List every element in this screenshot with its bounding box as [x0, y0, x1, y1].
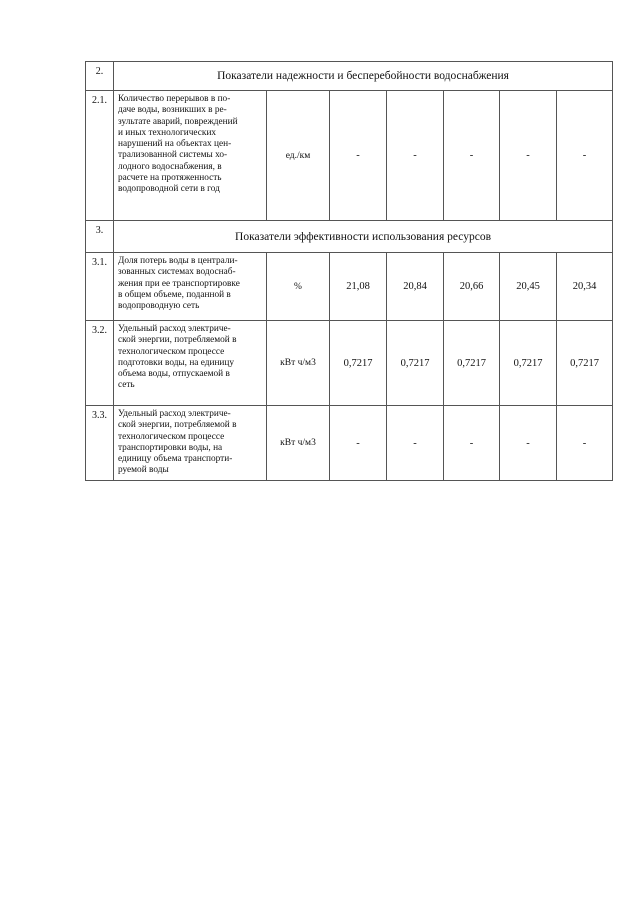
row-value: -: [444, 406, 500, 481]
section-title: Показатели надежности и бесперебойности водоснабжения: [114, 62, 613, 91]
table-row: [86, 406, 613, 481]
row-value: -: [330, 91, 387, 221]
table-row: [86, 253, 613, 321]
section-header-row: [86, 62, 613, 91]
row-unit: %: [267, 253, 330, 321]
row-description: Доля потерь воды в централи- зованных системах водоснаб- жения при ее транспортировке в общем объеме, поданной в водопроводную сеть: [114, 253, 267, 321]
row-value: 0,7217: [444, 321, 500, 406]
section-title: Показатели эффективности использования ресурсов: [114, 221, 613, 253]
row-value: -: [500, 91, 557, 221]
row-value: -: [557, 91, 613, 221]
row-value: -: [387, 406, 444, 481]
row-value: 20,34: [557, 253, 613, 321]
row-unit: ед./км: [267, 91, 330, 221]
section-number: 3.: [86, 221, 114, 253]
row-value: 0,7217: [557, 321, 613, 406]
row-value: 0,7217: [330, 321, 387, 406]
table-row: [86, 91, 613, 221]
row-value: 21,08: [330, 253, 387, 321]
row-number: 3.1.: [86, 253, 114, 321]
row-value: -: [557, 406, 613, 481]
row-description: Удельный расход электриче- ской энергии, потребляемой в технологическом процессе подготовки воды, на единицу объема воды, отпускаемой в сеть: [114, 321, 267, 406]
section-header-row: [86, 221, 613, 253]
row-unit: кВт ч/м3: [267, 321, 330, 406]
indicators-table: [85, 61, 613, 481]
row-value: -: [387, 91, 444, 221]
row-value: -: [500, 406, 557, 481]
row-value: -: [444, 91, 500, 221]
section-number: 2.: [86, 62, 114, 91]
row-unit: кВт ч/м3: [267, 406, 330, 481]
row-value: 20,84: [387, 253, 444, 321]
row-value: 20,45: [500, 253, 557, 321]
row-number: 2.1.: [86, 91, 114, 221]
row-number: 3.2.: [86, 321, 114, 406]
row-description: Удельный расход электриче- ской энергии, потребляемой в технологическом процессе транспортировки воды, на единицу объема транспорти- руемой воды: [114, 406, 267, 481]
row-value: 20,66: [444, 253, 500, 321]
table-row: [86, 321, 613, 406]
row-value: 0,7217: [387, 321, 444, 406]
row-number: 3.3.: [86, 406, 114, 481]
row-value: 0,7217: [500, 321, 557, 406]
row-value: -: [330, 406, 387, 481]
row-description: Количество перерывов в по- даче воды, возникших в ре- зультате аварий, повреждений и иных технологических нарушений на объектах цен- трализованной системы хо- лодного водоснабжения, в расчете на протяженность водопроводной сети в год: [114, 91, 267, 221]
